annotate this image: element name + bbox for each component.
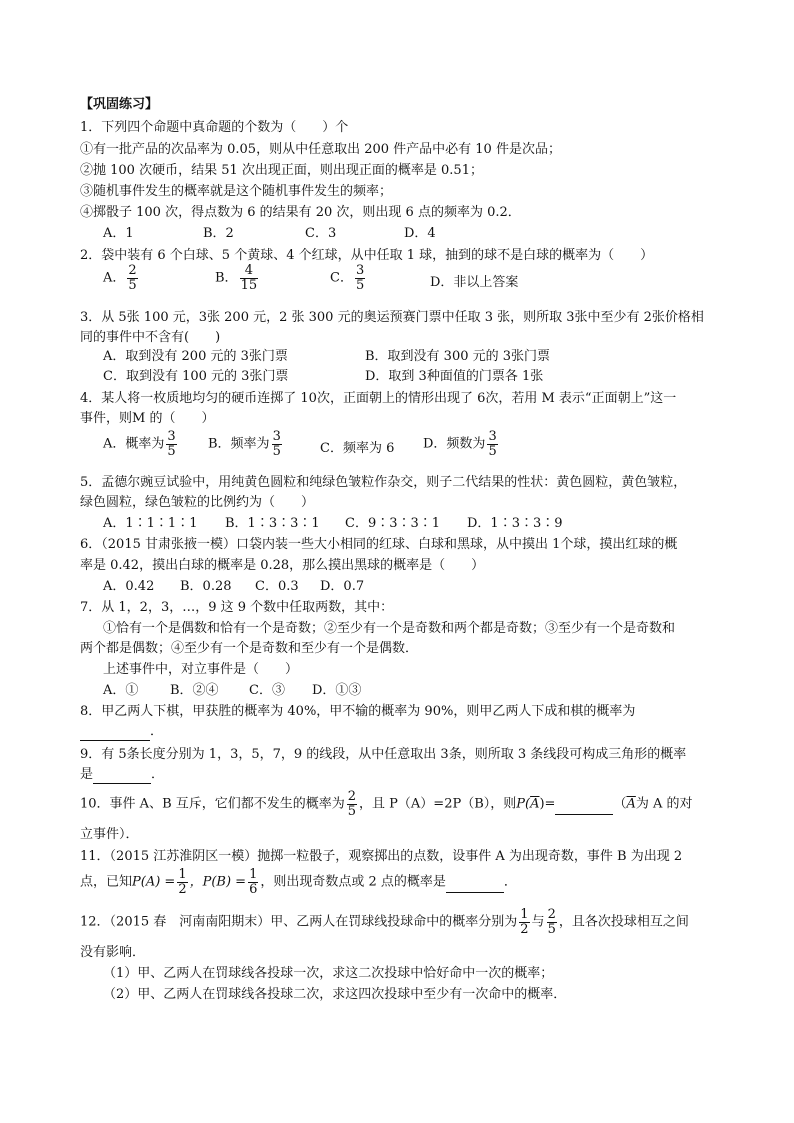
q4-option-b-numerator: 3: [272, 429, 281, 444]
q2-option-b-denominator: 15: [240, 277, 258, 293]
q1-statement-3: ③随机事件发生的概率就是这个随机事件发生的频率；: [80, 184, 393, 199]
q7-line-2: ①恰有一个是偶数和恰有一个是奇数；②至少有一个是奇数和两个都是奇数；③至少有一个是奇数和: [103, 621, 676, 636]
q7-option-a: A．①: [103, 683, 139, 698]
q9-answer-blank: [93, 767, 151, 784]
q7-line-3: 两个都是偶数；④至少有一个是奇数和至少有一个是偶数．: [80, 641, 419, 656]
q4-option-b: [208, 430, 284, 458]
q12-fraction-1-numerator: 1: [520, 907, 529, 922]
q8-answer-line: ．: [80, 724, 163, 741]
q2-option-c-numerator: 3: [355, 263, 365, 278]
q4-option-a-label: A．概率为: [103, 436, 165, 452]
q12-prefix: 12．（2015 春 河南南阳期末）甲、乙两人在罚球线投球命中的概率分别为: [80, 914, 518, 930]
q8-answer-blank: [80, 724, 150, 741]
q2-option-b: [215, 264, 260, 292]
q12-suffix: ，且各次投球相互之间: [558, 914, 689, 930]
q5-option-b: B．1∶3∶3∶1: [225, 516, 320, 531]
q8-line-1: 8．甲乙两人下棋，甲获胜的概率为 40%，甲不输的概率为 90%，则甲乙两人下成和棋的概率为: [80, 704, 636, 719]
q2-stem: 2．袋中装有 6 个白球、5 个黄球、4 个红球，从中任取 1 球，抽到的球不是白球的概率为（ ）: [80, 248, 654, 263]
q10-line-1: [80, 790, 693, 818]
q2-option-c-denominator: 5: [355, 277, 365, 293]
q4-option-a-fraction: [166, 430, 176, 458]
q2-option-c-label: C．: [330, 270, 353, 286]
q4-option-b-label: B．频率为: [208, 436, 270, 452]
q1-option-b: B．2: [203, 226, 234, 241]
q4-option-c: C．频率为 6: [320, 441, 395, 456]
q7-line-1: 7．从 1，2，3，…，9 这 9 个数中任取两数，其中：: [80, 600, 394, 615]
q6-option-a: A．0.42: [103, 579, 155, 594]
q1-option-a: A．1: [103, 226, 134, 241]
q12-line-2: 没有影响．: [80, 945, 146, 960]
q5-option-c: C．9∶3∶3∶1: [345, 516, 441, 531]
q4-option-b-fraction: [272, 430, 282, 458]
q11-pb-numerator: 1: [249, 867, 258, 882]
q4-option-d-denominator: 5: [488, 443, 497, 459]
q10-prefix: 10．事件 A、B 互斥，它们都不发生的概率为: [80, 796, 345, 812]
q9-line-1: 9．有 5条长度分别为 1，3，5，7，9 的线段，从中任意取出 3条，则所取 3 条线段可构成三角形的概率: [80, 747, 687, 762]
q11-prefix: 点，已知: [80, 874, 133, 890]
q2-option-b-label: B．: [215, 270, 238, 286]
q4-option-a: [103, 430, 179, 458]
q2-option-a-denominator: 5: [128, 277, 137, 293]
q12-fraction-1: [519, 908, 529, 936]
q10-numerator: 2: [347, 789, 357, 804]
q6-option-d: D．0.7: [320, 579, 365, 594]
q4-line-1: 4．某人将一枚质地均匀的硬币连掷了 10次，正面朝上的情形出现了 6次，若用 M 表示“正面朝上”这一: [80, 391, 677, 406]
q12-fraction-2-numerator: 2: [547, 907, 556, 922]
q1-option-c: C．3: [305, 226, 337, 241]
q12-middle: 与: [531, 914, 545, 930]
q5-line-2: 绿色圆粒，绿色皱粒的比例约为（ ）: [80, 495, 315, 510]
q12-fraction-2-denominator: 5: [547, 921, 556, 937]
q2-option-a-numerator: 2: [128, 263, 137, 278]
q11-pa-label: P(A) =: [132, 874, 176, 890]
q2-option-d: D．非以上答案: [430, 275, 519, 290]
q4-option-d-fraction: [487, 430, 497, 458]
q12-fraction-2: [547, 908, 557, 936]
q4-line-2: 事件，则M 的（ ）: [80, 411, 215, 426]
q7-option-d: D．①③: [312, 683, 362, 698]
q4-option-d-label: D．频数为: [423, 436, 486, 452]
q10-answer-blank: [555, 796, 613, 815]
q11-line-1: 11．（2015 江苏淮阴区一模）抛掷一粒骰子，观察掷出的点数，设事件 A 为出现奇数，事件 B 为出现 2: [80, 849, 683, 864]
q6-line-2: 率是 0.42，摸出白球的概率是 0.28，那么摸出黑球的概率是（ ）: [80, 558, 485, 573]
q11-end: ．: [503, 874, 517, 890]
q1-statement-1: ①有一批产品的次品率为 0.05，则从中任意取出 200 件产品中必有 10 件是次品；: [80, 142, 561, 157]
q11-pa-fraction: [177, 868, 187, 896]
q12-fraction-1-denominator: 2: [520, 921, 529, 937]
q6-option-c: C．0.3: [255, 579, 299, 594]
q2-option-a-label: A．: [103, 270, 126, 286]
q11-pb-denominator: 6: [249, 881, 258, 897]
q3-option-d: D．取到 3种面值的门票各 1张: [365, 369, 544, 384]
q7-line-4: 上述事件中，对立事件是（ ）: [103, 662, 299, 677]
q4-option-a-numerator: 3: [167, 429, 176, 444]
q10-complement-a: $\overline{A}$: [626, 796, 636, 812]
q12-part-2: （2）甲、乙两人在罚球线各投球二次，求这四次投球中至少有一次命中的概率．: [103, 987, 567, 1002]
q3-option-b: B．取到没有 300 元的 3张门票: [365, 349, 551, 364]
q2-option-b-numerator: 4: [240, 264, 259, 279]
q1-statement-2: ②抛 100 次硬币，结果 51 次出现正面，则出现正面的概率是 0.51；: [80, 163, 483, 178]
q10-expr-close: )=: [539, 796, 556, 812]
q1-option-d: D．4: [404, 226, 436, 241]
q10-expr-p: P(: [516, 796, 531, 812]
q10-line-2: 立事件）．: [80, 827, 139, 842]
q7-option-b: B．②④: [170, 683, 219, 698]
q10-middle: ，且 P（A）=2P（B），则: [359, 796, 517, 812]
q11-line-2: [80, 868, 517, 896]
q3-option-c: C．取到没有 100 元的 3张门票: [103, 369, 289, 384]
q10-paren-open: （: [613, 796, 627, 812]
q12-line-1: [80, 908, 689, 936]
q5-option-d: D．1∶3∶3∶9: [467, 516, 563, 531]
q1-statement-4: ④掷骰子 100 次，得点数为 6 的结果有 20 次，则出现 6 点的频率为 0.2．: [80, 205, 521, 220]
q2-option-a-fraction: [127, 264, 137, 292]
section-title: 【巩固练习】: [80, 97, 159, 112]
q10-denominator: 5: [347, 803, 357, 819]
q1-stem: 1．下列四个命题中真命题的个数为（ ）个: [80, 120, 349, 135]
q4-option-a-denominator: 5: [167, 443, 176, 459]
q6-line-1: 6．（2015 甘肃张掖一模）口袋内装一些大小相同的红球、白球和黑球，从中摸出 1个球，摸出红球的概: [80, 537, 678, 552]
q4-option-d-numerator: 3: [488, 429, 497, 444]
q2-option-b-fraction: [240, 264, 259, 292]
q10-fraction: [347, 790, 357, 818]
q10-expr-abar: $\overline{A}$: [530, 796, 540, 812]
q11-suffix: ，则出现奇数点或 2 点的概率是: [260, 874, 446, 890]
q11-pa-numerator: 1: [178, 867, 187, 882]
q3-option-a: A．取到没有 200 元的 3张门票: [103, 349, 288, 364]
q9-line-2: 是 ．: [80, 767, 165, 782]
q2-option-c-fraction: [355, 264, 365, 292]
q11-answer-blank: [446, 874, 504, 893]
q2-option-c: [330, 264, 367, 292]
q11-pb-fraction: [248, 868, 258, 896]
q6-option-b: B．0.28: [180, 579, 232, 594]
q4-option-b-denominator: 5: [272, 443, 281, 459]
q7-option-c: C．③: [249, 683, 285, 698]
q11-pa-denominator: 2: [178, 881, 187, 897]
q2-option-a: [103, 264, 140, 292]
q10-suffix: 为 A 的对: [635, 796, 693, 812]
q3-line-2: 同的事件中不含有( ): [80, 330, 221, 345]
q5-line-1: 5．孟德尔豌豆试验中，用纯黄色圆粒和纯绿色皱粒作杂交，则子二代结果的性状：黄色圆粒，黄色皱粒，: [80, 475, 687, 490]
q11-pb-label: ，P(B) =: [189, 874, 247, 890]
q3-line-1: 3．从 5张 100 元，3张 200 元，2 张 300 元的奥运预赛门票中任取 3 张，则所取 3张中至少有 2张价格相: [80, 310, 704, 325]
q4-option-d: [423, 430, 500, 458]
q5-option-a: A．1∶1∶1∶1: [103, 516, 198, 531]
q9-line-2-text: 是: [80, 767, 94, 782]
q12-part-1: （1）甲、乙两人在罚球线各投球一次，求这二次投球中恰好命中一次的概率；: [103, 966, 554, 981]
